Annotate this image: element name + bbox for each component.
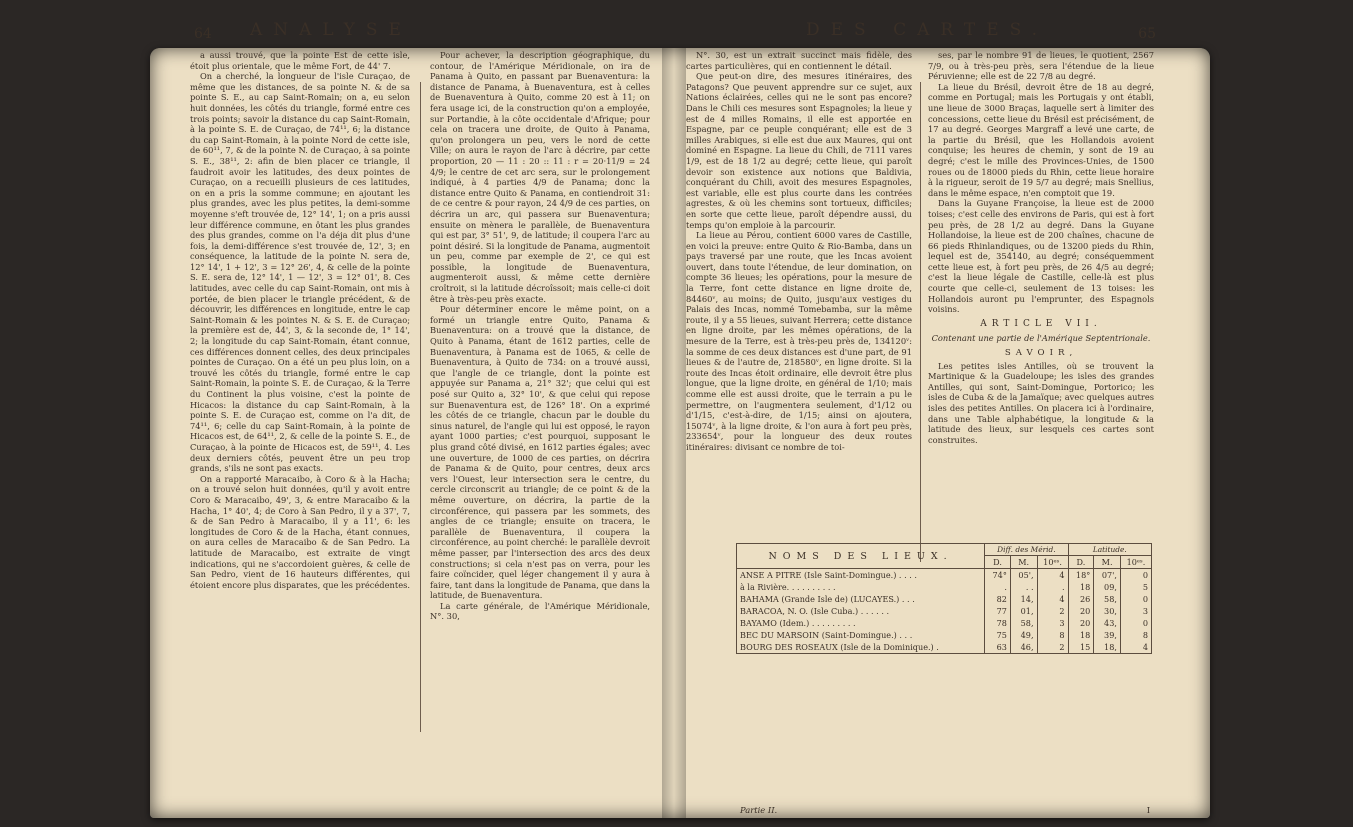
left-columns	[190, 50, 660, 821]
value-cell: 75	[985, 629, 1011, 641]
paragraph: ses, par le nombre 91 de lieues, le quotient, 2567 7/9, ou à très-peu près, sera l'étendue de la lieue Péruvienne; elle est de 22 7/8 au degré.	[928, 50, 1154, 82]
footer-part: Partie II.	[740, 805, 778, 815]
value-cell: 2	[1037, 641, 1068, 654]
paragraph: La lieue du Brésil, devroit être de 18 au degré, comme en Portugal; mais les Portugais y ont établi, une lieue de 3000 Braças, laquelle sert à limiter des concessions, cette lieue du Brésil est précisément, de 17 au degré. Georges Margraff a levé une carte, de la partie du Brésil, que les Hollandois avoient conquise; les heures de chemin, y sont de 19 au degré; c'est le mille des Provinces-Unies, de 1500 roues ou de 18000 pieds du Rhin, cette lieue horaire à la rigueur, seroit de 19 5/7 au degré; mais Snellius, dans le même espace, n'en comptoit que 19.	[928, 81, 1154, 198]
left-page-header	[190, 20, 660, 48]
paragraph: On a rapporté Maracaibo, à Coro & à la Hacha; on a trouvé selon huit données, qu'il y avoit entre Coro & Maracaibo, 49', 3, & entre Maracaibo & la Hacha, 1° 40', 4; de Coro à San Pedro, il y a 37', 7, & de San Pedro à Maracaibo, il y a 11', 6: les longitudes de Coro & de la Hacha, étant connues, on aura celles de Maracaibo & de San Pedro. La latitude de Maracaibo, est extraite de vingt indications, qui ne s'accordoient guères, & celle de San Pedro, vient de 16 hauteurs différentes, qui étoient encore plus disparates, que les précédentes.	[190, 473, 411, 590]
value-cell: 82	[985, 593, 1011, 605]
table-header-latitude: Latitude.	[1068, 544, 1151, 556]
value-cell: 3	[1037, 617, 1068, 629]
value-cell: 58,	[1010, 617, 1037, 629]
column-divider	[920, 82, 921, 562]
right-page-header	[686, 20, 1160, 48]
value-cell: 14,	[1010, 593, 1037, 605]
article-subtitle: Contenant une partie de l'Amérique Septentrionale.	[931, 333, 1151, 344]
value-cell: 74°	[985, 569, 1011, 582]
value-cell: 49,	[1010, 629, 1037, 641]
value-cell: 8	[1120, 629, 1151, 641]
value-cell: 3	[1120, 605, 1151, 617]
value-cell: 07',	[1094, 569, 1121, 582]
subcol-header: M.	[1010, 556, 1037, 569]
right-page-number: 65	[1138, 26, 1156, 42]
value-cell: 20	[1068, 605, 1094, 617]
column-divider	[420, 82, 421, 732]
right-columns	[686, 50, 1160, 821]
value-cell: 30,	[1094, 605, 1121, 617]
paragraph: La carte générale, de l'Amérique Méridionale, N°. 30,	[430, 600, 650, 622]
table-row	[737, 641, 1152, 654]
value-cell: 78	[985, 617, 1011, 629]
paragraph: Dans la Guyane Françoise, la lieue est de 2000 toises; c'est celle des environs de Paris, qui est à fort peu près, de 28 1/2 au degré. Dans la Guyane Hollandoise, la lieue est de 200 chaînes, chacune de 66 pieds Rhinlandiques, ou de 13200 pieds du Rhin, lequel est de, 354140, au degré; conséquemment cette lieue est, à fort peu près, de 26 4/5 au degré; c'est la lieue légale de Castille, celle-là est plus courte que celle-ci, seulement de 13 toises: les Hollandois auront pu l'emprunter, des Espagnols voisins.	[928, 198, 1154, 315]
value-cell: . .	[1010, 581, 1037, 593]
value-cell: 0	[1120, 617, 1151, 629]
paragraph: Pour déterminer encore le même point, on a formé un triangle entre Quito, Panama & Buenaventura: on a trouvé que la distance, de Quito à Panama, étant de 1612 parties, celle de Buenaventura, à Panama est de 1065, & celle de Buenaventura, à Quito de 734: on a trouvé aussi, que l'angle de ce triangle, dont la pointe est appuyée sur Panama a, 21° 32'; que celui qui est posé sur Quito a, 32° 10', & que celui qui repose sur Buenaventura est, de 126° 18'. On a exprimé les côtés de ce triangle, chacun par le double du sinus naturel, de l'angle qui lui est opposé, le rayon ayant 1000 parties; c'est pourquoi, supposant le plus grand côté divisé, en 1612 parties égales; avec une ouverture, de 1000 de ces parties, on décrira de Panama & de Quito, pour centres, deux arcs vers l'Ouest, leur intersection sera le centre, du cercle circonscrit au triangle; de ce point & de la même ouverture, on décrira, la partie de la circonférence, qui passera par les sommets, des angles de ce triangle; ensuite on tracera, le parallèle de Buenaventura, il coupera la circonférence, au point cherché: le parallèle devroit même passer, par l'intersection des arcs des deux constructions; si cela n'est pas on verra, pour les faire coïncider, quel léger changement il y aura à faire, tant dans la longitude de Panama, que dans la latitude, de Buenaventura.	[430, 304, 650, 601]
value-cell: 15	[1068, 641, 1094, 654]
value-cell: 43,	[1094, 617, 1121, 629]
table-row	[737, 569, 1152, 582]
table-header-names: NOMS DES LIEUX.	[737, 544, 985, 569]
place-name-cell: BAYAMO (Idem.) . . . . . . . . .	[737, 617, 985, 629]
page-footer	[740, 805, 1150, 815]
places-table	[736, 543, 1152, 654]
paragraph: La lieue au Pérou, contient 6000 vares de Castille, en voici la preuve: entre Quito & Rio-Bamba, dans un pays traversé par une route, que les Incas avoient ouvert, dans toute l'étendue, de leur domination, on compte 36 lieues; les opérations, pour la mesure de la Terre, font cette distance en ligne droite de, 84460ᵛ, au moins; de Quito, jusqu'aux vestiges du Palais des Incas, nommé Tomebamba, sur la même route, il y a 55 lieues, suivant Herrera; cette distance en ligne droite, par les mêmes opérations, de la mesure de la Terre, est à très-peu près de, 134120ᵛ: la somme de ces deux distances est d'une part, de 91 lieues & de l'autre de, 218580ᵛ, en ligne droite. Si la route des Incas étoit ordinaire, elle devroit être plus longue, que la ligne droite, en général de 1/10; mais comme elle est aussi droite, que le terrain a pu le permettre, on l'augmentera seulement, d'1/12 ou d'1/15, c'est-à-dire, de 1/15; ainsi on ajoutera, 15074ᵛ, à la ligne droite, & l'on aura à fort peu près, 233654ᵛ, pour la longueur des deux routes itinéraires: divisant ce nombre de toi-	[686, 230, 912, 452]
left-page	[190, 20, 660, 821]
article-savoir: SAVOIR,	[1004, 348, 1078, 359]
subcol-header: 10ᵉˢ.	[1120, 556, 1151, 569]
value-cell: .	[1037, 581, 1068, 593]
value-cell: 0	[1120, 569, 1151, 582]
paragraph: On a cherché, la longueur de l'isle Curaçao, de même que les distances, de sa pointe N. & de sa pointe S. E., au cap Saint-Romain; on a, eu selon huit données, les côtés du triangle, formé entre ces trois points; savoir la distance du cap Saint-Romain, à la pointe S. E. de Curaçao, de 74¹¹, 6; la distance du cap Saint-Romain, à la pointe Nord de cette isle, de 60¹¹, 7, & de la pointe N. de Curaçao, à sa pointe S. E., 38¹¹, 2: afin de bien placer ce triangle, il faudroit avoir les latitudes, des deux pointes de Curaçao, on a recueilli plusieurs de ces latitudes, on en a pris la somme commune; en ajoutant les plus grandes, avec les plus petites, la demi-somme moyenne s'eft trouvée de, 12° 14', 1; on a pris aussi leur différence commune, en ôtant les plus grandes des plus grandes, comme on l'a déja dit plus d'une fois, la demi-différence s'est trouvée de, 12', 3; en conséquence, la latitude de la pointe N. sera de, 12° 14', 1 + 12', 3 = 12° 26', 4, & celle de la pointe S. E. sera de, 12° 14', 1 — 12', 3 = 12° 01', 8. Ces latitudes, avec celle du cap Saint-Romain, ont mis à portée, de bien placer le triangle précédent, & de découvrir, les différences en longitude, entre le cap Saint-Romain & les pointes N. & S. E. de Curaçao; la première est de, 44', 3, & la seconde de, 1° 14', 2; la longitude du cap Saint-Romain, étant connue, ces différences donnent celles, des deux principales pointes de Curaçao. On a été un peu plus loin, on a trouvé les côtés du triangle, formé entre le cap Saint-Romain, la pointe S. E. de Curaçao, & la Terre du Continent la plus voisine, c'est la pointe de Hicacos: la distance du cap Saint-Romain, à la pointe S. E. de Curaçao est, comme on l'a dit, de 74¹¹, 6; celle du cap Saint-Romain, à la pointe de Hicacos est, de 64¹¹, 2, & celle de la pointe S. E., de Curaçao, à la pointe de Hicacos est, de 59¹¹, 4. Les deux derniers côtés, peuvent être un peu trop grands, s'ils ne sont pas exacts.	[190, 71, 410, 474]
subcol-header: D.	[985, 556, 1011, 569]
place-name-cell: à la Rivière. . . . . . . . . .	[737, 581, 985, 593]
value-cell: .	[985, 581, 1011, 593]
value-cell: 18,	[1094, 641, 1121, 654]
value-cell: 58,	[1094, 593, 1121, 605]
table-header-meridian: Diff. des Mérid.	[985, 544, 1068, 556]
place-name-cell: BARACOA, N. O. (Isle Cuba.) . . . . . .	[737, 605, 985, 617]
left-page-number: 64	[194, 26, 212, 42]
right-page	[686, 20, 1160, 821]
value-cell: 77	[985, 605, 1011, 617]
left-column-1	[190, 50, 410, 590]
right-column-2	[928, 50, 1154, 445]
value-cell: 18	[1068, 629, 1094, 641]
value-cell: 8	[1037, 629, 1068, 641]
table-body	[737, 569, 1152, 654]
footer-signature: I	[1146, 805, 1150, 815]
article-title: ARTICLE VII.	[980, 318, 1102, 329]
value-cell: 2	[1037, 605, 1068, 617]
value-cell: 09,	[1094, 581, 1121, 593]
left-running-title: ANALYSE	[250, 20, 412, 40]
value-cell: 4	[1120, 641, 1151, 654]
paragraph: Que peut-on dire, des mesures itinéraires, des Patagons? Que peuvent apprendre sur ce sujet, aux Nations éclairées, celles qui ne le sont pas encore? Dans le Chili ces mesures sont Espagnoles; la lieue y est de 4 milles Romains, il elle est apportée en Espagne, par ce peuple conquérant; elle est de 3 milles Arabiques, si elle est due aux Maures, qui ont dominé en Espagne. La lieue du Chili, de 7111 vares 1/9, est de 18 1/2 au degré; cette lieue, qui paroît devoir son existence aux notions que Baldivia, conquérant du Chili, avoit des mesures Espagnoles, est variable, elle est plus courte dans les contrées agrestes, & où les chemins sont tortueux, difficiles; en sorte que cette lieue, paroît dépendre aussi, du temps qu'on emploie à la parcourir.	[686, 71, 912, 230]
value-cell: 46,	[1010, 641, 1037, 654]
value-cell: 4	[1037, 569, 1068, 582]
value-cell: 4	[1037, 593, 1068, 605]
subcol-header: M.	[1094, 556, 1121, 569]
value-cell: 18°	[1068, 569, 1094, 582]
value-cell: 05',	[1010, 569, 1037, 582]
table-row	[737, 617, 1152, 629]
value-cell: 63	[985, 641, 1011, 654]
paragraph: a aussi trouvé, que la pointe Est de cette isle, étoit plus orientale, que le même Fort, de 44' 7.	[190, 50, 410, 71]
left-column-2	[430, 50, 650, 622]
value-cell: 5	[1120, 581, 1151, 593]
place-name-cell: BEC DU MARSOIN (Saint-Domingue.) . . .	[737, 629, 985, 641]
value-cell: 26	[1068, 593, 1094, 605]
subcol-header: D.	[1068, 556, 1094, 569]
place-name-cell: BOURG DES ROSEAUX (Isle de la Dominique.) .	[737, 641, 985, 654]
value-cell: 0	[1120, 593, 1151, 605]
right-column-1	[686, 50, 912, 453]
value-cell: 01,	[1010, 605, 1037, 617]
paragraph: Les petites isles Antilles, où se trouvent la Martinique & la Guadeloupe; les isles des grandes Antilles, qui sont, Saint-Domingue, Portorico; les isles de Cuba & de la Jamaïque; avec quelques autres isles des petites Antilles. On placera ici à l'ordinaire, dans une Table alphabétique, la longitude & la latitude des lieux, sur lesquels ces cartes sont construites.	[928, 360, 1154, 445]
table-row	[737, 629, 1152, 641]
table-row	[737, 605, 1152, 617]
table-row	[737, 581, 1152, 593]
value-cell: 20	[1068, 617, 1094, 629]
right-running-title: DES CARTES.	[806, 20, 1049, 40]
paragraph: N°. 30, est un extrait succinct mais fidèle, des cartes particulières, qui en contiennent le détail.	[686, 50, 912, 71]
paragraph: Pour achever, la description géographique, du contour, de l'Amérique Méridionale, on ira de Panama à Quito, en passant par Buenaventura: la distance de Panama, à Buenaventura, est à celles de Buenaventura à Quito, comme 20 est à 11; on fera usage ici, de la construction qu'on a employée, sur Portandie, à la côte occidentale d'Afrique; pour cela on tracera une droite, de Quito à Panama, qu'on prolongera un peu, vers le nord de cette Ville; on aura le rayon de l'arc à décrire, par cette proportion, 20 — 11 : 20 :: 11 : r = 20·11/9 = 24 4/9; le centre de cet arc sera, sur le prolongement indiqué, à 4 parties 4/9 de Panama; donc la distance entre Quito & Panama, en contiendroit 31: de ce centre & pour rayon, 24 4/9 de ces parties, on décrira un arc, qui passera sur Buenaventura; ensuite on mènera le parallèle, de Buenaventura qui est par, 3° 51', 9, de latitude; il coupera l'arc au point désiré. Si la longitude de Panama, augmentoit un peu, comme par exemple de 2', ce qui est possible, la longitude de Buenaventura, augmenteroit aussi, & même cette dernière croîtroit, si la latitude décroîssoit; mais celle-ci doit être à très-peu près exacte.	[430, 50, 650, 304]
value-cell: 39,	[1094, 629, 1121, 641]
value-cell: 18	[1068, 581, 1094, 593]
book-gutter	[662, 48, 686, 818]
place-name-cell: BAHAMA (Grande Isle de) (LUCAYES.) . . .	[737, 593, 985, 605]
subcol-header: 10ᵉˢ.	[1037, 556, 1068, 569]
place-name-cell: ANSE A PITRE (Isle Saint-Domingue.) . . . .	[737, 569, 985, 582]
table-row	[737, 593, 1152, 605]
